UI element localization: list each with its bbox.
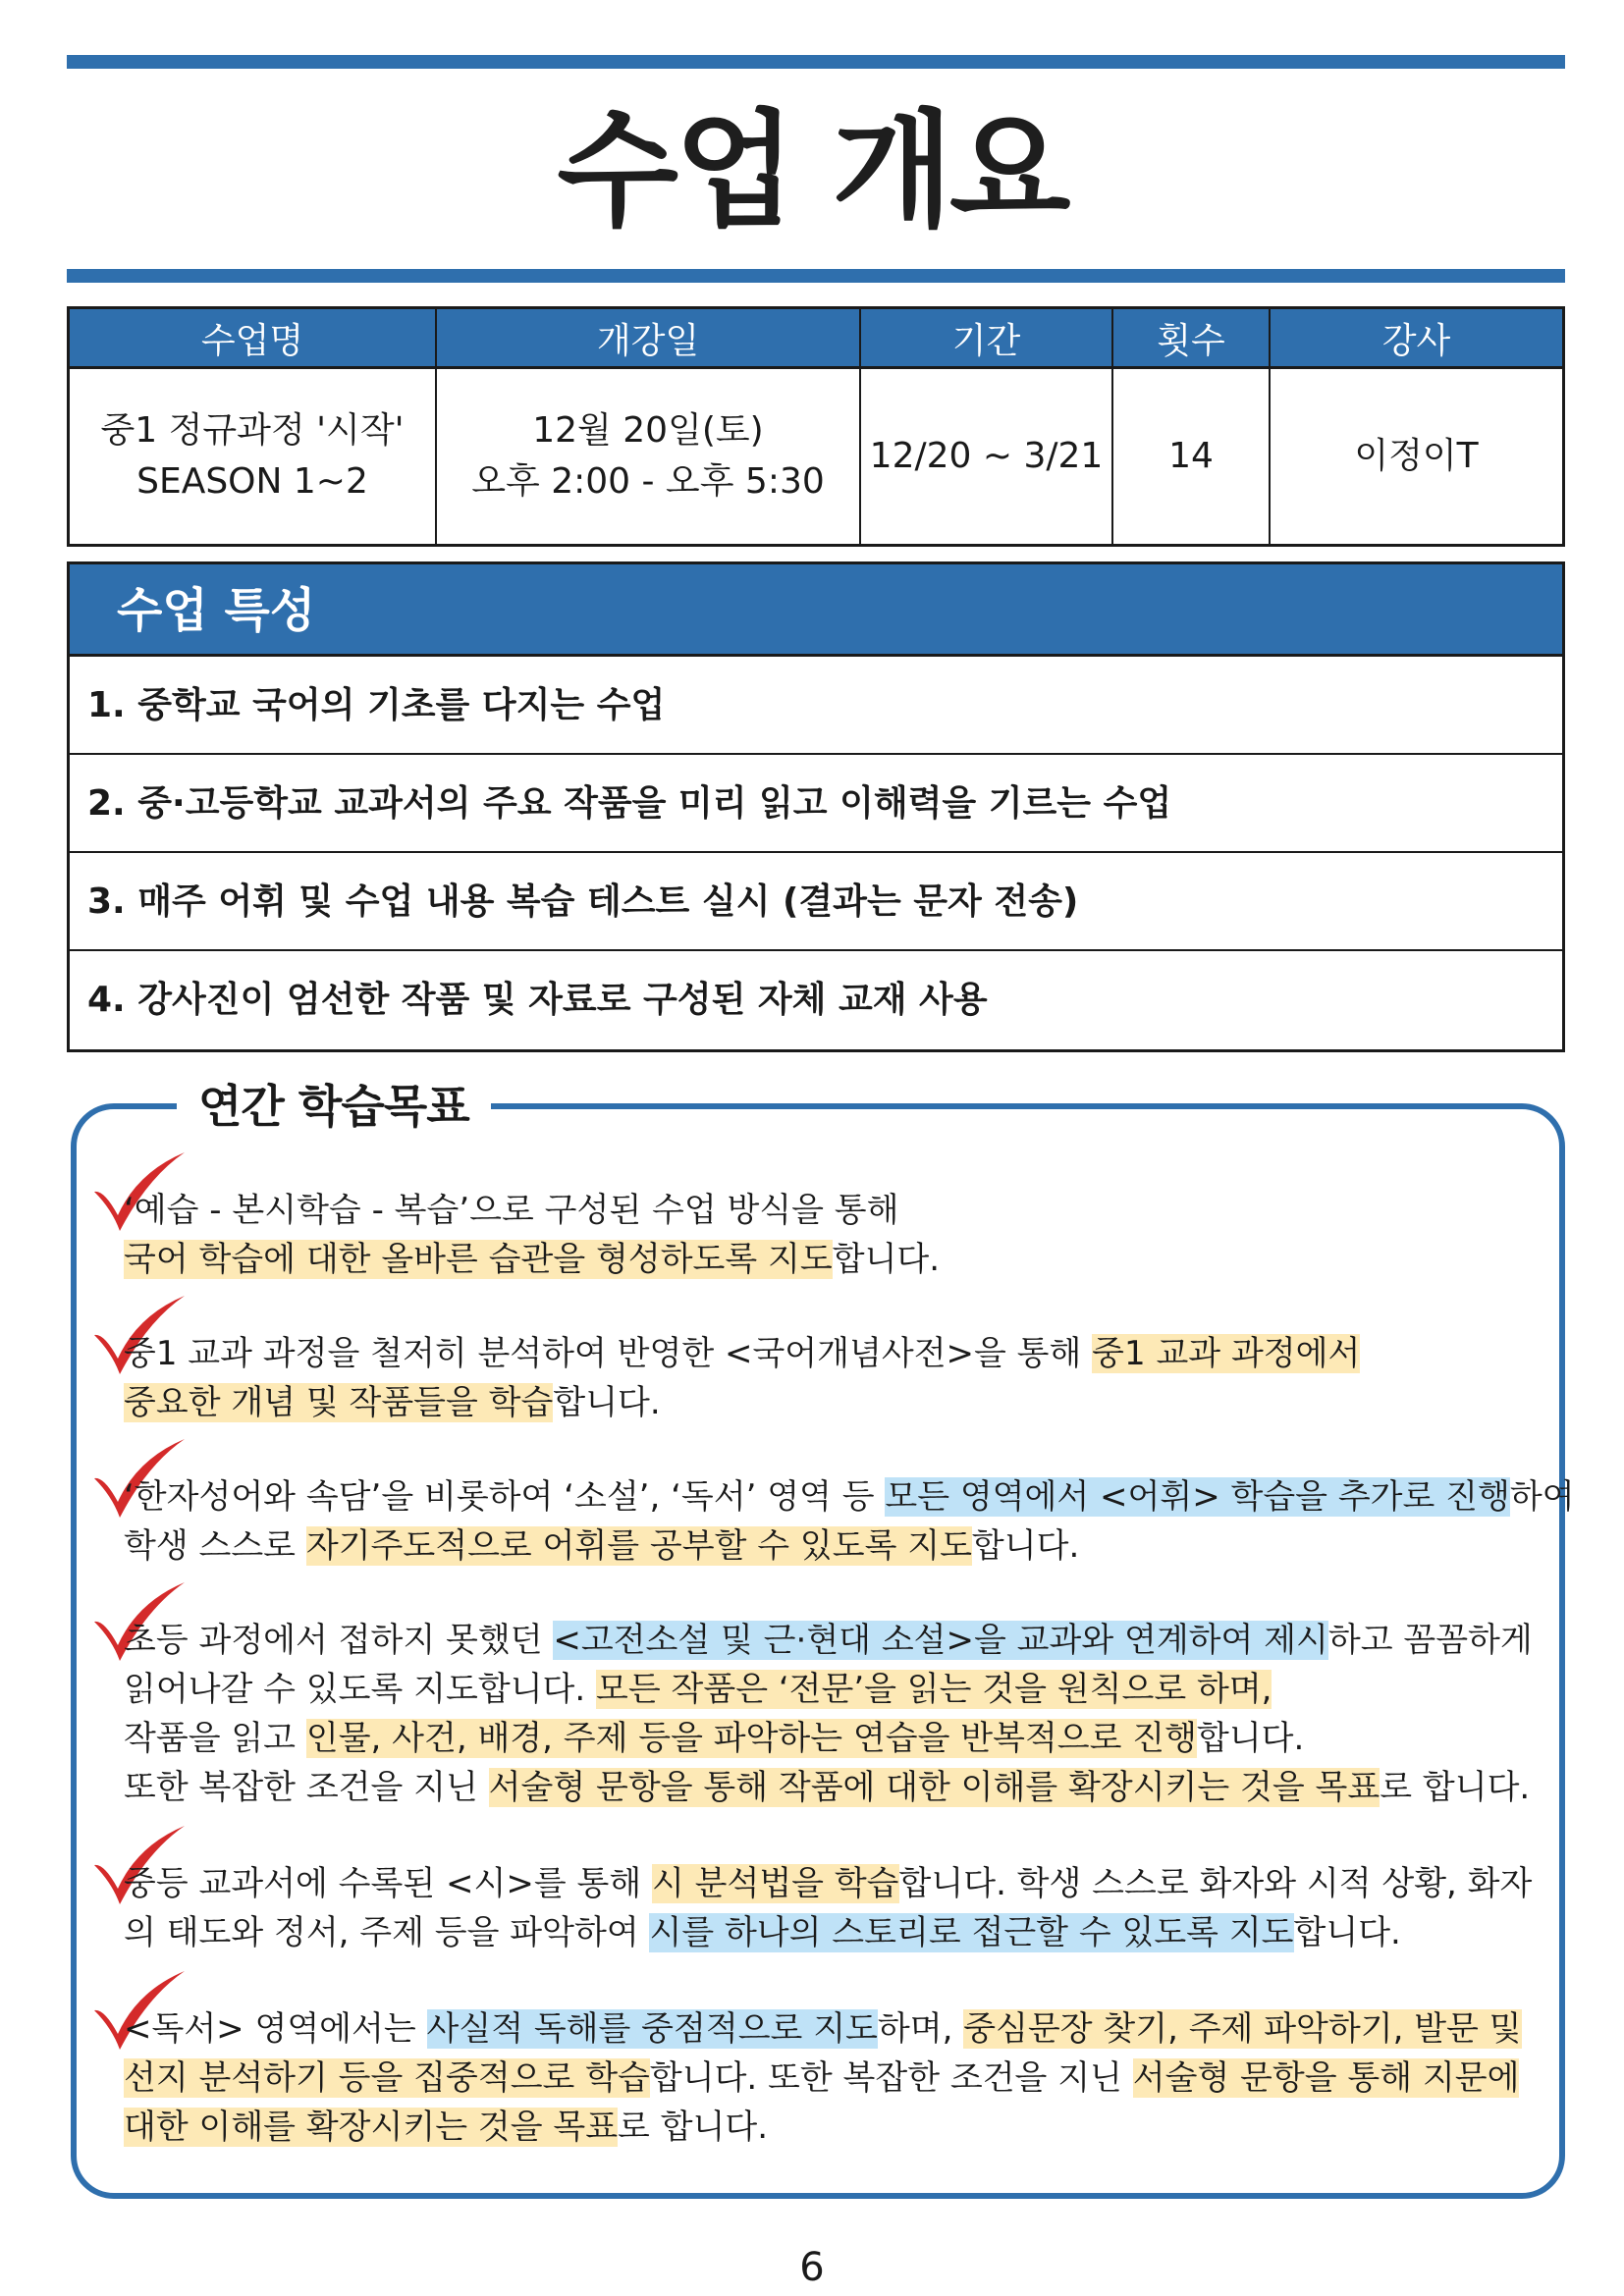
start-date-line2: 오후 2:00 - 오후 5:30 [471, 461, 825, 502]
goal-line [124, 1472, 1575, 1522]
goal-highlight: 모든 작품은 ‘전문’을 읽는 것을 원칙으로 하며, [596, 1670, 1272, 1709]
goal-highlight: <고전소설 및 근·현대 소설>을 교과와 연계하여 제시 [553, 1621, 1328, 1660]
goal-text: 합니다. [832, 1240, 941, 1279]
goal-text: 하고 꼼꼼하게 [1327, 1621, 1533, 1660]
goal-highlight: 인물, 사건, 배경, 주제 등을 파악하는 연습을 반복적으로 진행 [305, 1719, 1197, 1758]
goal-highlight: 중요한 개념 및 작품들을 학습 [124, 1383, 554, 1422]
goal-text: 합니다. 또한 복잡한 조건을 지닌 [649, 2058, 1133, 2098]
goal-text: 하여 [1509, 1477, 1575, 1517]
goal-text: 합니다. [1196, 1719, 1305, 1758]
goal-item-2 [124, 1329, 1538, 1427]
goal-text: 작품을 읽고 [124, 1719, 306, 1758]
goal-text: 합니다. [971, 1526, 1080, 1566]
goal-line [124, 1665, 1538, 1714]
goal-highlight: 중1 교과 과정에서 [1092, 1334, 1361, 1373]
goal-text: 의 태도와 정서, 주제 등을 파악하여 [124, 1913, 650, 1952]
top-rule [67, 55, 1565, 69]
goal-line [124, 1616, 1538, 1665]
goal-line [124, 1378, 1538, 1427]
cell-course-name [70, 369, 437, 544]
goal-line [124, 1522, 1538, 1571]
goal-text: 중등 교과서에 수록된 <시>를 통해 [124, 1864, 652, 1903]
goal-item-6 [124, 2004, 1538, 2152]
goal-text: 합니다. 학생 스스로 화자와 시적 상황, 화자 [898, 1864, 1533, 1903]
header-instructor: 강사 [1381, 320, 1451, 361]
cell-sessions: 14 [1113, 369, 1271, 544]
goal-item-5 [124, 1859, 1538, 1957]
goal-text: ‘예습 - 본시학습 - 복습’으로 구성된 수업 방식을 통해 [124, 1191, 899, 1230]
title-bottom-rule [67, 269, 1565, 283]
goal-highlight: 자기주도적으로 어휘를 공부할 수 있도록 지도 [305, 1526, 972, 1566]
goal-line [124, 2054, 1538, 2103]
header-sessions: 횟수 [1113, 309, 1271, 366]
goal-text: 하며, [877, 2009, 964, 2049]
goal-highlight: 사실적 독해를 중점적으로 지도 [426, 2009, 878, 2049]
goal-highlight: 시 분석법을 학습 [652, 1864, 899, 1903]
features-box [67, 561, 1565, 1052]
start-date-line1: 12월 20일(토) [532, 410, 764, 451]
goal-line [124, 1329, 1538, 1378]
goal-highlight: 국어 학습에 대한 올바른 습관을 형성하도록 지도 [124, 1240, 833, 1279]
goal-text: 로 합니다. [1380, 1768, 1531, 1807]
page-number: 6 [799, 2245, 825, 2290]
feature-item: 3. 매주 어휘 및 수업 내용 복습 테스트 실시 (결과는 문자 전송) [70, 853, 1562, 951]
goal-highlight: 서술형 문항을 통해 작품에 대한 이해를 확장시키는 것을 목표 [488, 1768, 1380, 1807]
goal-line [124, 2004, 1538, 2054]
features-title: 수업 특성 [70, 564, 1562, 657]
course-name-line1: 중1 정규과정 '시작' [100, 410, 405, 451]
goal-text: <독서> 영역에서는 [124, 2009, 427, 2049]
goal-text: 중1 교과 과정을 철저히 분석하여 반영한 <국어개념사전>을 통해 [124, 1334, 1093, 1373]
header-period: 기간 [861, 309, 1113, 366]
goal-text: 읽어나갈 수 있도록 지도합니다. [124, 1670, 597, 1709]
goal-highlight: 선지 분석하기 등을 집중적으로 학습 [124, 2058, 650, 2098]
goal-text: ‘한자성어와 속담’을 비롯하여 ‘소설’, ‘독서’ 영역 등 [124, 1477, 886, 1517]
goal-line [124, 2103, 1538, 2152]
overview-table [67, 306, 1565, 547]
goal-text: 합니다. [553, 1383, 661, 1422]
goal-text: 또한 복잡한 조건을 지닌 [124, 1768, 489, 1807]
cell-period: 12/20 ~ 3/21 [861, 369, 1113, 544]
goal-item-1 [124, 1186, 1538, 1284]
goal-text: 합니다. [1293, 1913, 1401, 1952]
goal-highlight: 모든 영역에서 <어휘> 학습을 추가로 진행 [885, 1477, 1510, 1517]
goal-text: 초등 과정에서 접하지 못했던 [124, 1621, 554, 1660]
overview-header-row [70, 309, 1562, 369]
goal-line [124, 1859, 1538, 1908]
cell-instructor: 이정이T [1354, 436, 1479, 476]
goal-line [124, 1186, 1538, 1235]
goal-item-4 [124, 1616, 1538, 1812]
cell-start-date [437, 369, 861, 544]
goal-line [124, 1235, 1538, 1284]
goal-text: 학생 스스로 [124, 1526, 306, 1566]
goal-line [124, 1714, 1538, 1763]
goal-highlight: 대한 이해를 확장시키는 것을 목표 [124, 2108, 619, 2147]
goal-highlight: 시를 하나의 스토리로 접근할 수 있도록 지도 [649, 1913, 1294, 1952]
goal-highlight: 서술형 문항을 통해 지문에 [1132, 2058, 1520, 2098]
goal-line [124, 1763, 1538, 1812]
header-start-date: 개강일 [437, 309, 861, 366]
course-name-line2: SEASON 1~2 [136, 461, 368, 502]
feature-item: 4. 강사진이 엄선한 작품 및 자료로 구성된 자체 교재 사용 [87, 980, 988, 1020]
goal-line [124, 1908, 1538, 1957]
goal-item-3 [124, 1472, 1575, 1571]
goal-text: 로 합니다. [618, 2108, 769, 2147]
goal-highlight: 중심문장 찾기, 주제 파악하기, 발문 및 [963, 2009, 1522, 2049]
feature-item: 1. 중학교 국어의 기초를 다지는 수업 [70, 657, 1562, 755]
overview-data-row [70, 369, 1562, 544]
goals-title: 연간 학습목표 [177, 1078, 491, 1135]
page-title: 수업 개요 [557, 98, 1067, 244]
feature-item: 2. 중·고등학교 교과서의 주요 작품을 미리 읽고 이해력을 기르는 수업 [70, 755, 1562, 853]
header-course-name: 수업명 [70, 309, 437, 366]
